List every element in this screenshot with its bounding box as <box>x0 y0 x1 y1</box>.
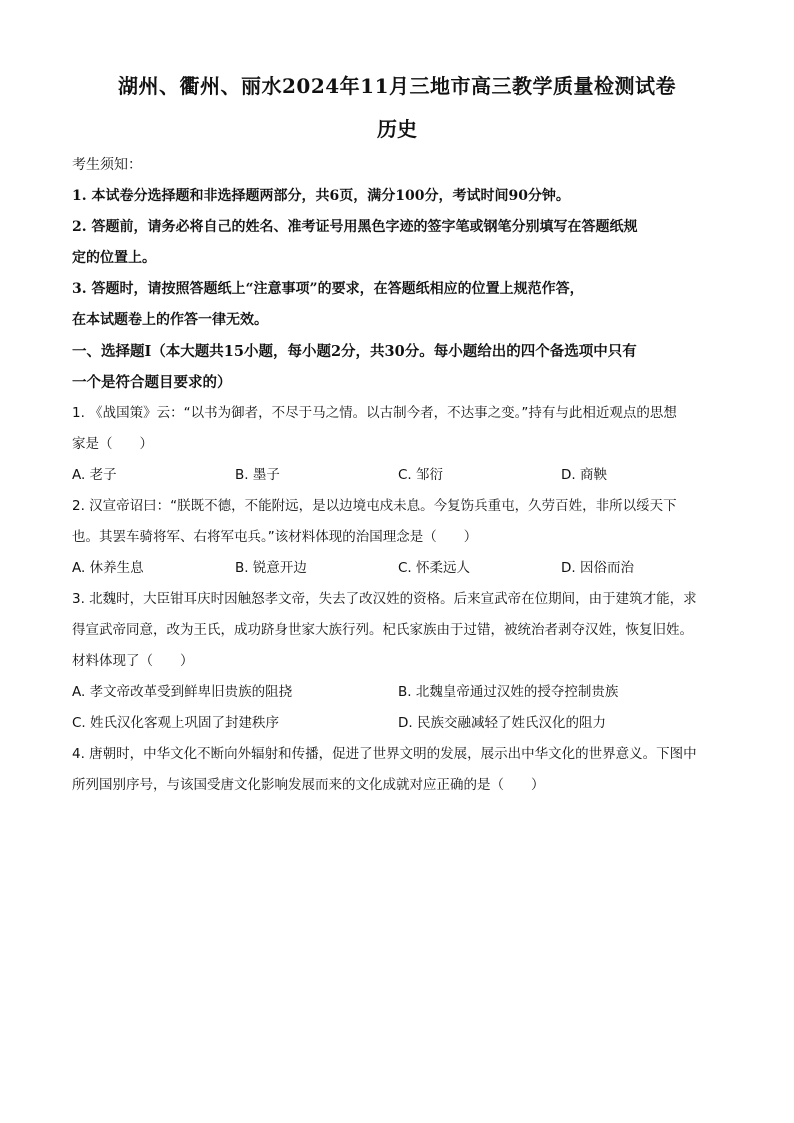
candidate-notice <box>72 150 724 336</box>
question-1-stem-line-2: 家是（ ） <box>72 436 153 452</box>
question-1-stem-line-1: 1. 《战国策》云：“以书为御者，不尽于马之情。以古制今者，不达事之变。”持有与此相近观点的思想 <box>72 405 677 421</box>
notice-item-2-line-1: 2. 答题前，请务必将自己的姓名、准考证号用黑色字迹的签字笔或钢笔分别填写在答题纸规 <box>72 219 638 235</box>
question-3 <box>72 584 724 739</box>
question-3-stem-line-3: 材料体现了（ ） <box>72 653 194 669</box>
exam-title: 湖州、衢州、丽水2024年11月三地市高三教学质量检测试卷 <box>118 74 676 98</box>
question-1-options <box>72 460 724 491</box>
question-list <box>72 398 724 801</box>
question-2-stem-line-1: 2. 汉宣帝诏曰：“朕既不德，不能附远，是以边境屯戍未息。今复饬兵重屯，久劳百姓，非所以绥天下 <box>72 498 677 514</box>
question-1-option-a: A. 老子 <box>72 467 117 483</box>
notice-item-1: 1. 本试卷分选择题和非选择题两部分，共6页，满分100分，考试时间90分钟。 <box>72 188 570 204</box>
notice-heading: 考生须知： <box>72 157 142 173</box>
question-3-option-a: A. 孝文帝改革受到鲜卑旧贵族的阻挠 <box>72 684 293 700</box>
exam-subject: 历史 <box>377 117 417 141</box>
notice-item-3-line-1: 3. 答题时，请按照答题纸上“注意事项”的要求，在答题纸相应的位置上规范作答， <box>72 281 584 297</box>
question-1-option-c: C. 邹衍 <box>398 467 444 483</box>
question-3-stem-line-2: 得宣武帝同意，改为王氏，成功跻身世家大族行列。杞氏家族由于过错，被统治者剥夺汉姓，恢复旧姓。 <box>72 622 693 638</box>
section-heading <box>72 336 724 398</box>
question-2-option-b: B. 锐意开边 <box>235 560 307 576</box>
question-4-stem-line-2: 所列国别序号，与该国受唐文化影响发展而来的文化成就对应正确的是（ ） <box>72 777 545 793</box>
question-2-stem-line-2: 也。其罢车骑将军、右将军屯兵。”该材料体现的治国理念是（ ） <box>72 529 478 545</box>
section-heading-line-1: 一、选择题Ⅰ（本大题共15小题，每小题2分，共30分。每小题给出的四个备选项中只有 <box>72 343 637 360</box>
question-2-option-a: A. 休养生息 <box>72 560 144 576</box>
question-2 <box>72 491 724 584</box>
notice-item-2-line-2: 定的位置上。 <box>72 250 156 266</box>
question-1-option-b: B. 墨子 <box>235 467 280 483</box>
question-3-option-b: B. 北魏皇帝通过汉姓的授夺控制贵族 <box>398 684 619 700</box>
question-3-option-c: C. 姓氏汉化客观上巩固了封建秩序 <box>72 715 280 731</box>
question-3-stem-line-1: 3. 北魏时，大臣钳耳庆时因触怒孝文帝，失去了改汉姓的资格。后来宣武帝在位期间，由于建筑才能，求 <box>72 591 697 607</box>
question-4 <box>72 739 724 801</box>
question-1 <box>72 398 724 491</box>
notice-item-3-line-2: 在本试题卷上的作答一律无效。 <box>72 312 268 328</box>
question-2-options <box>72 553 724 584</box>
question-3-option-d: D. 民族交融减轻了姓氏汉化的阻力 <box>398 715 606 731</box>
question-2-option-c: C. 怀柔远人 <box>398 560 471 576</box>
question-3-options <box>72 677 724 739</box>
question-1-option-d: D. 商鞅 <box>561 467 607 483</box>
question-4-stem-line-1: 4. 唐朝时，中华文化不断向外辐射和传播，促进了世界文明的发展，展示出中华文化的世界意义。下图中 <box>72 746 697 762</box>
question-2-option-d: D. 因俗而治 <box>561 560 634 576</box>
section-heading-line-2: 一个是符合题目要求的） <box>72 374 232 391</box>
